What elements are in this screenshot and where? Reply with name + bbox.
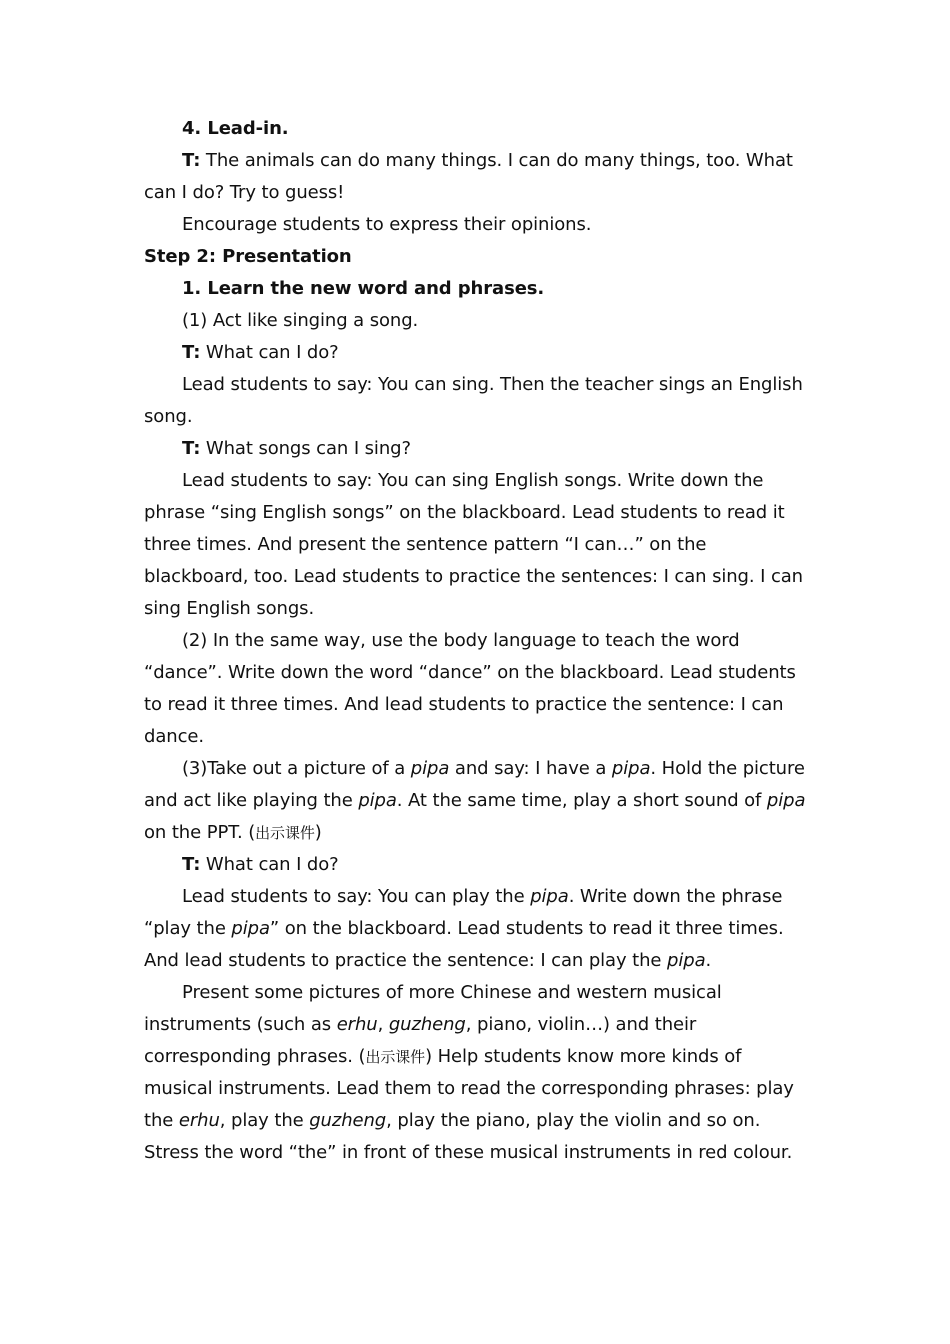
italic-term: erhu xyxy=(336,1014,378,1035)
teacher-speech: The animals can do many things. I can do many things, too. What can I do? Try to guess! xyxy=(144,150,793,203)
text-run: ) Help students know more kinds of musical instruments. Lead them to read the corresponding phrases: play the xyxy=(144,1046,794,1131)
text-run: , play the piano, play the violin and so on. Stress the word “the” in front of these musical instruments in red colour. xyxy=(144,1110,793,1163)
paragraph: (2) In the same way, use the body language to teach the word “dance”. Write down the word “dance” on the blackboard. Lead students to read it three times. And lead students to practice the sentence: I can dance. xyxy=(144,630,796,747)
lesson-plan-text xyxy=(144,113,808,1169)
teacher-label: T: xyxy=(182,854,201,875)
lead-in-heading: 4. Lead-in. xyxy=(182,118,289,139)
text-run: ) xyxy=(314,822,322,843)
teacher-label: T: xyxy=(182,150,201,171)
text-run: , piano, violin…) and their corresponding phrases. ( xyxy=(144,1014,697,1067)
text-run: , xyxy=(377,1014,389,1035)
paragraph xyxy=(144,881,808,977)
text-run: and say: I have a xyxy=(449,758,612,779)
text-run: Present some pictures of more Chinese and western musical instruments (such as xyxy=(144,982,722,1035)
text-run: , play the xyxy=(219,1110,310,1131)
text-run: . Hold the picture and act like playing the xyxy=(144,758,805,811)
italic-term: pipa xyxy=(667,950,706,971)
teacher-line xyxy=(144,433,808,465)
italic-term: guzheng xyxy=(388,1014,466,1035)
teacher-line xyxy=(144,145,808,209)
chinese-note: 出示课件 xyxy=(365,1048,426,1066)
teacher-speech: What can I do? xyxy=(205,342,339,363)
teacher-label: T: xyxy=(182,342,201,363)
teacher-label: T: xyxy=(182,438,201,459)
text-run: . xyxy=(705,950,712,971)
italic-term: pipa xyxy=(611,758,651,779)
text-run: . At the same time, play a short sound of xyxy=(396,790,767,811)
italic-term: pipa xyxy=(231,918,270,939)
italic-term: erhu xyxy=(178,1110,220,1131)
chinese-note: 出示课件 xyxy=(255,824,315,842)
step-heading: Step 2: Presentation xyxy=(144,246,352,267)
teacher-speech: What can I do? xyxy=(205,854,339,875)
paragraph: (1) Act like singing a song. xyxy=(182,310,419,331)
italic-term: pipa xyxy=(766,790,806,811)
paragraph: Lead students to say: You can sing. Then the teacher sings an English song. xyxy=(144,374,803,427)
text-run: (3)Take out a picture of a xyxy=(182,758,411,779)
paragraph xyxy=(144,977,808,1169)
text-run: . Write down the phrase “play the xyxy=(144,886,783,939)
sub-heading: 1. Learn the new word and phrases. xyxy=(182,278,545,299)
italic-term: pipa xyxy=(358,790,397,811)
text-run: Lead students to say: You can play the xyxy=(182,886,531,907)
text-run: on the PPT. ( xyxy=(144,822,256,843)
paragraph: Encourage students to express their opinions. xyxy=(182,214,592,235)
italic-term: pipa xyxy=(410,758,450,779)
paragraph xyxy=(144,753,808,849)
teacher-line xyxy=(144,337,808,369)
teacher-line xyxy=(144,849,808,881)
italic-term: guzheng xyxy=(309,1110,387,1131)
italic-term: pipa xyxy=(530,886,569,907)
teacher-speech: What songs can I sing? xyxy=(205,438,411,459)
text-run: ” on the blackboard. Lead students to read it three times. And lead students to practice the sentence: I can play the xyxy=(144,918,784,971)
paragraph: Lead students to say: You can sing English songs. Write down the phrase “sing English songs” on the blackboard. Lead students to read it three times. And present the sentence pattern “I can…” on the blackboard, too. Lead students to practice the sentences: I can sing. I can sing English songs. xyxy=(144,470,803,619)
